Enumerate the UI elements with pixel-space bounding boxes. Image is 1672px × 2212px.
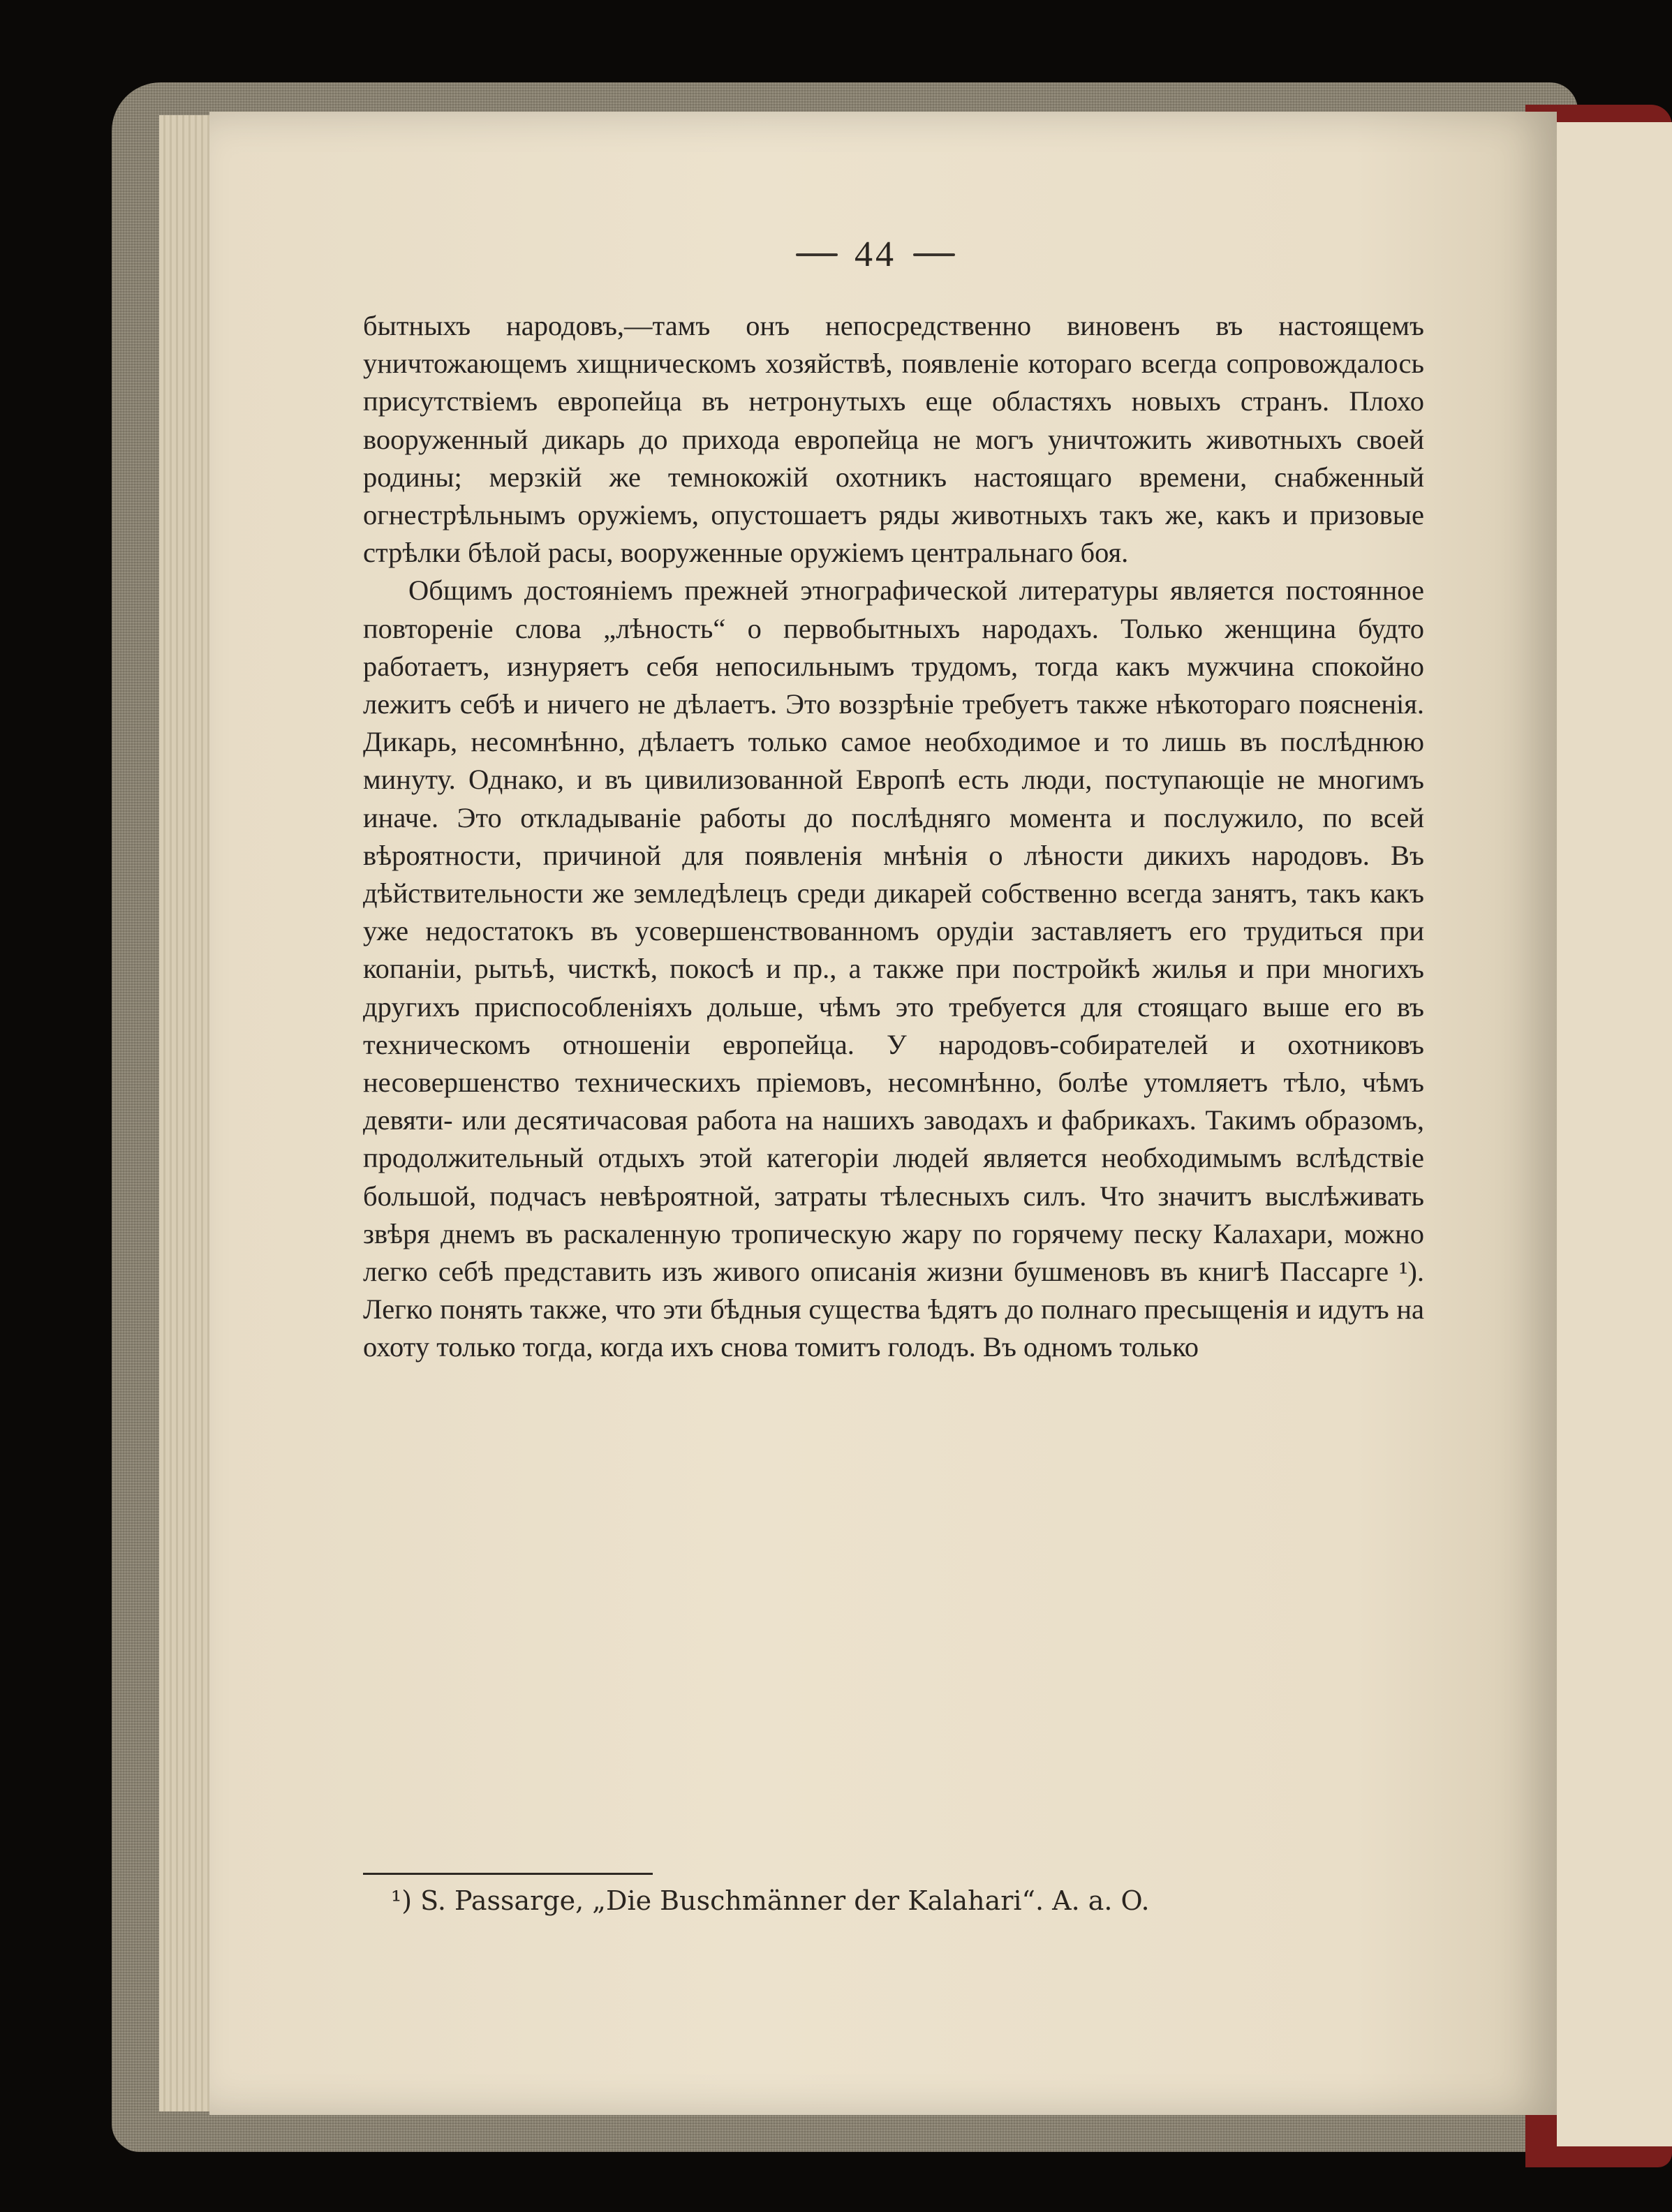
- footnote: [391, 1883, 1150, 1918]
- footnote-divider: [363, 1873, 653, 1875]
- header-dash-left: [796, 253, 838, 256]
- paragraph-1: бытныхъ народовъ,—тамъ онъ непосредственно виновенъ въ настоящемъ уничтожающемъ хищническомъ хозяйствѣ, появленіе котораго всегда сопровождалось присутствіемъ европейца въ нетронутыхъ еще областяхъ новыхъ странъ. Плохо вооруженный дикарь до прихода европейца не могъ уничтожить животныхъ своей родины; мерзкій же темнокожій охотникъ настоящаго времени, снабженный огнестрѣльнымъ оружіемъ, опустошаетъ ряды животныхъ такъ же, какъ и призовые стрѣлки бѣлой расы, вооруженные оружіемъ центральнаго боя.: [363, 310, 1424, 569]
- page-number: 44: [855, 235, 896, 274]
- footnote-text: S. Passarge, „Die Buschmänner der Kalahari“. A. a. O.: [420, 1885, 1150, 1916]
- next-page-sliver: [1557, 122, 1672, 2146]
- paragraph-2: Общимъ достояніемъ прежней этнографической литературы является постоянное повтореніе слова „лѣность“ о первобытныхъ народахъ. Только женщина будто работаетъ, изнуряетъ себя непосильнымъ трудомъ, тогда какъ мужчина спокойно лежитъ себѣ и ничего не дѣлаетъ. Это воззрѣніе требуетъ также нѣкотораго поясненія. Дикарь, несомнѣнно, дѣлаетъ только самое необходимое и то лишь въ послѣднюю минуту. Однако, и въ цивилизованной Европѣ есть люди, поступающіе не многимъ иначе. Это откладываніе работы до послѣдняго момента и послужило, по всей вѣроятности, причиной для появленія мнѣнія о лѣности дикихъ народовъ. Въ дѣйствительности же земледѣлецъ среди дикарей собственно всегда занятъ, такъ какъ уже недостатокъ въ усовершенствованномъ орудіи заставляетъ его трудиться при копаніи, рытьѣ, чисткѣ, покосѣ и пр., а также при постройкѣ жилья и при многихъ другихъ приспособленіяхъ дольше, чѣмъ это требуется для стоящаго выше его въ техническомъ отношеніи европейца. У народовъ-собирателей и охотниковъ несовершенство техническихъ пріемовъ, несомнѣнно, болѣе утомляетъ тѣло, чѣмъ девяти- или десятичасовая работа на нашихъ заводахъ и фабрикахъ. Такимъ образомъ, продолжительный отдыхъ этой категоріи людей является необходимымъ вслѣдствіе большой, подчасъ невѣроятной, затраты тѣлесныхъ силъ. Что значитъ выслѣживать звѣря днемъ въ раскаленную тропическую жару по горячему песку Калахари, можно легко себѣ представить изъ живого описанія жизни бушменовъ въ книгѣ Пассарге ¹). Легко понять также, что эти бѣдныя существа ѣдятъ до полнаго пресыщенія и идутъ на охоту только тогда, когда ихъ снова томитъ голодъ. Въ одномъ только: [363, 574, 1424, 1363]
- footnote-mark: ¹): [391, 1885, 413, 1916]
- page-header: [796, 234, 955, 275]
- body-text: [363, 307, 1424, 1367]
- header-dash-right: [913, 253, 955, 256]
